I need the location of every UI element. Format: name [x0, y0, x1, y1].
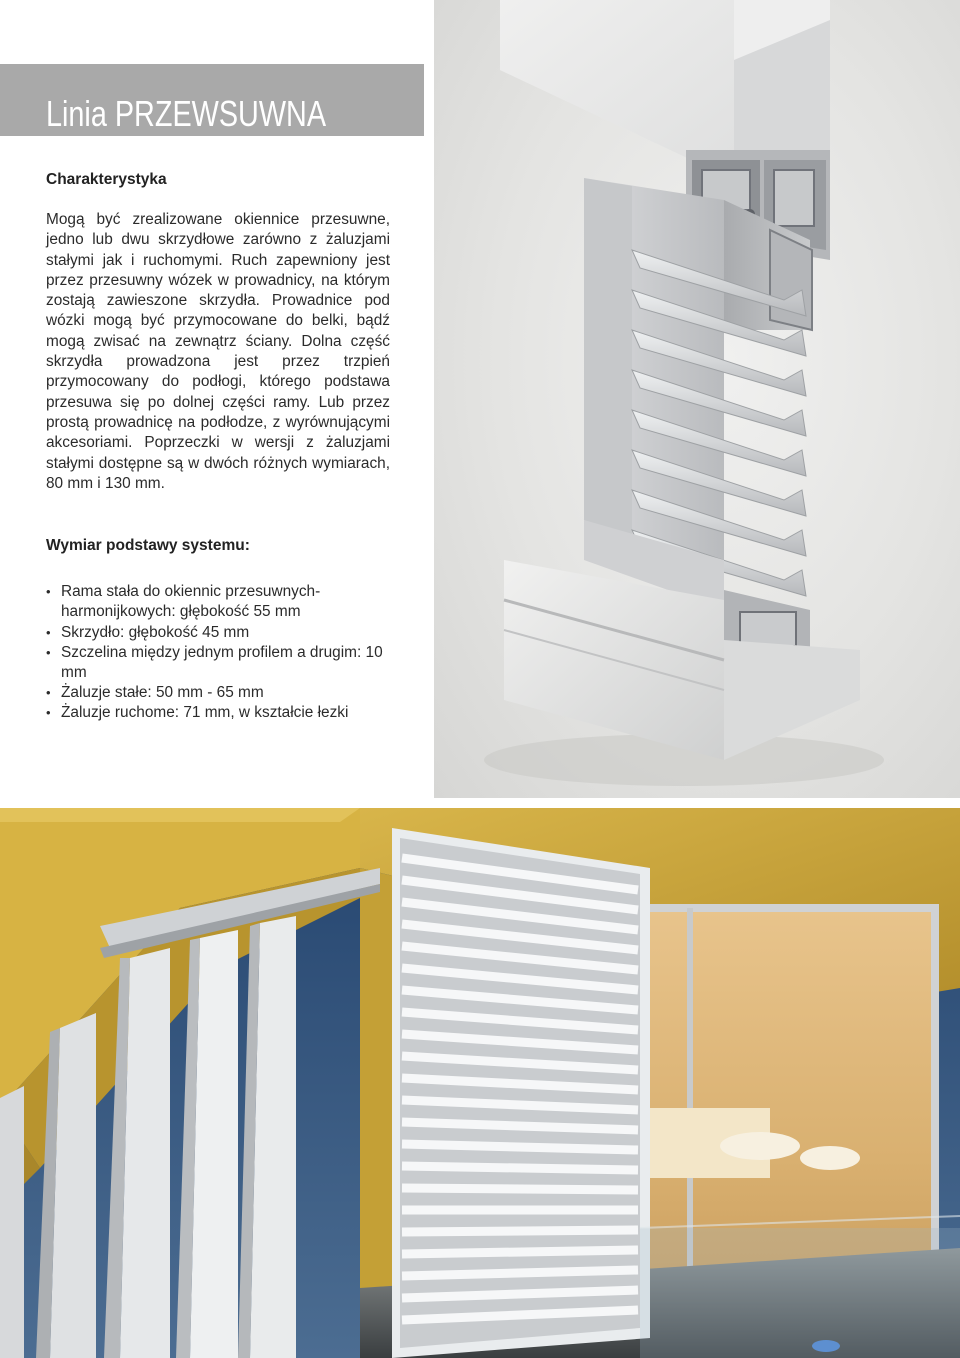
dimensions-list: [46, 582, 390, 723]
shutter-profile-drawing: [434, 0, 960, 798]
text-column: [46, 170, 390, 724]
sliding-shutter: [392, 828, 650, 1358]
list-item: • Szczelina między jednym profilem a drugim: 10 mm: [46, 643, 390, 683]
dimensions-heading: Wymiar podstawy systemu:: [46, 537, 250, 555]
list-item: • Żaluzje ruchome: 71 mm, w kształcie łezki: [46, 703, 390, 723]
page-title: Linia PRZEWSUWNA: [46, 93, 327, 134]
facade-photo: [0, 808, 960, 1358]
list-item: • Skrzydło: głębokość 45 mm: [46, 623, 390, 643]
product-illustration: [434, 0, 960, 798]
characteristics-paragraph: Mogą być zrealizowane okiennice przesuwne, jedno lub dwu skrzydłowe zarówno z żaluzjami stałymi jak i ruchomymi. Ruch zapewniony jest przez przesuwny wózek w prowadnicy, na którym zostają zawieszone skrzydła. Prowadnice pod wózki mogą być przymocowane do belki, bądź mogą zwisać na zewnątrz ściany. Dolna część skrzydła prowadzona jest przez trzpień przymocowany do podłogi, którego podstawa przesuwa się po dolnej części ramy. Lub przez prostą prowadnicę na podłodze, z wyrównującymi akcesoriami. Poprzeczki w wersji z żaluzjami stałymi dostępne są w dwóch różnych wymiarach, 80 mm i 130 mm.: [46, 211, 390, 492]
characteristics-heading: Charakterystyka: [46, 171, 167, 188]
list-item: • Rama stała do okiennic przesuwnych-harmonijkowych: głębokość 55 mm: [46, 582, 390, 622]
facade-photo-drawing: [0, 808, 960, 1358]
list-item: • Żaluzje stałe: 50 mm - 65 mm: [46, 683, 390, 703]
